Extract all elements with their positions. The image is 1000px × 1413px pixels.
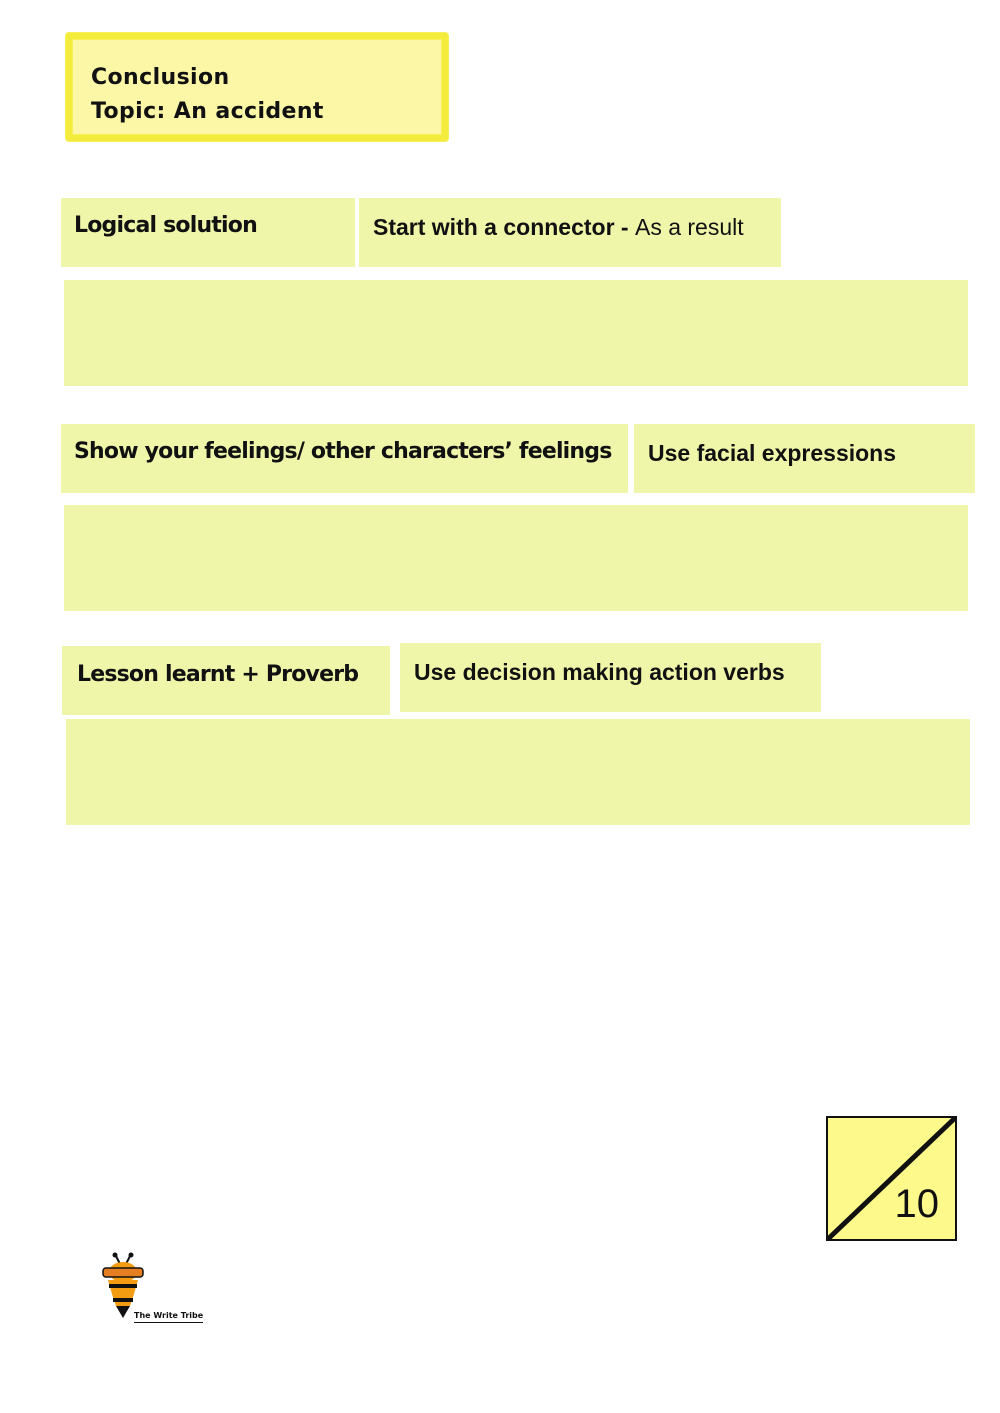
answer-box-logical-solution[interactable] xyxy=(64,280,968,386)
hint-bold: Start with a connector - xyxy=(373,214,635,240)
answer-box-lesson-learnt[interactable] xyxy=(66,719,970,825)
score-total: 10 xyxy=(894,1182,939,1226)
hint-bold: Use decision making action verbs xyxy=(414,659,785,685)
hint-text: As a result xyxy=(634,214,744,240)
title-topic: Topic: An accident xyxy=(91,99,324,124)
section-label-feelings: Show your feelings/ other characters’ feelings xyxy=(61,424,628,493)
score-box xyxy=(826,1116,957,1241)
section-label-logical-solution: Logical solution xyxy=(61,198,355,267)
section-label-lesson-learnt: Lesson learnt + Proverb xyxy=(62,646,390,715)
section-hint-connector xyxy=(359,198,781,267)
title-conclusion: Conclusion xyxy=(91,65,230,90)
answer-box-feelings[interactable] xyxy=(64,505,968,611)
section-hint-action-verbs xyxy=(400,643,821,712)
section-hint-facial-expressions xyxy=(634,424,975,493)
hint-bold: Use facial expressions xyxy=(648,440,897,466)
logo-text: The Write Tribe xyxy=(134,1311,203,1323)
title-box xyxy=(66,33,448,141)
